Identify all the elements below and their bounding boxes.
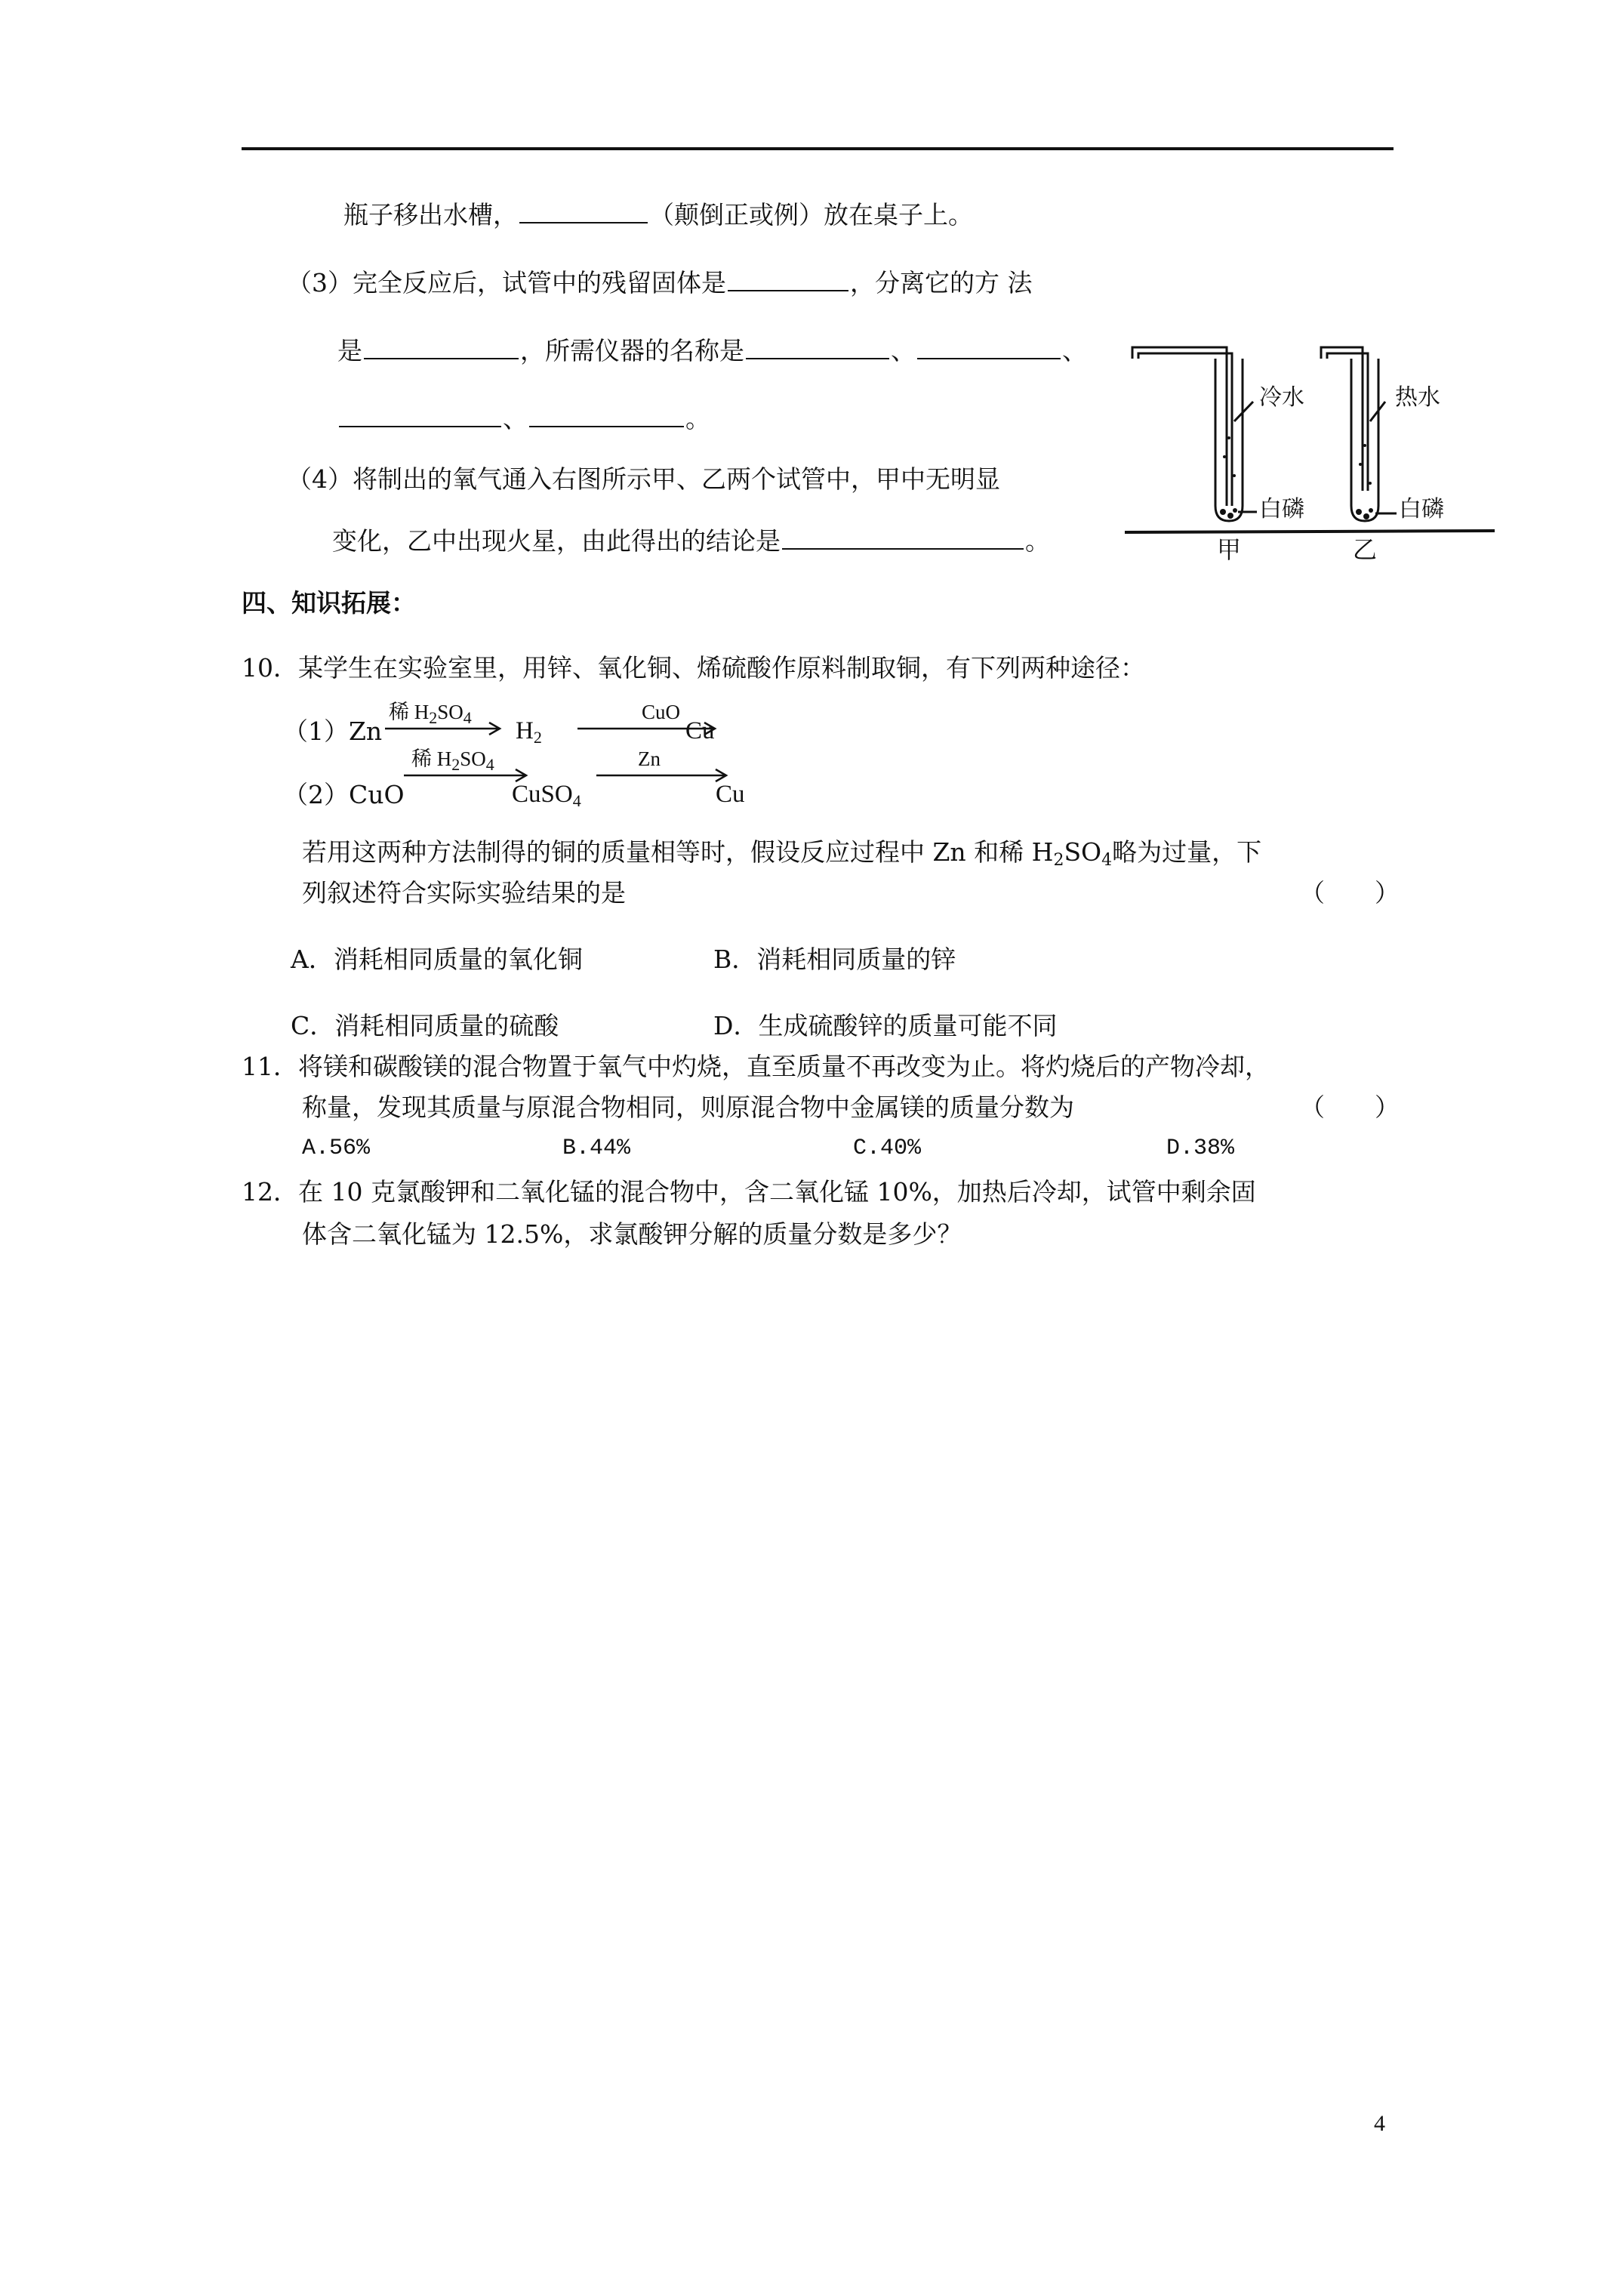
reaction2-arrow2-label: Zn	[638, 747, 661, 770]
reaction1-product: Cu	[685, 717, 715, 744]
label-white-phosphorus-right: 白磷	[1399, 496, 1444, 522]
q9-part4-line1: （4）将制出的氧气通入右图所示甲、乙两个试管中，甲中无明显	[287, 464, 1000, 494]
condition-text: 略为过量，下	[1112, 837, 1262, 867]
separator: 、	[503, 404, 528, 433]
q9-part4-text-b: 变化，乙中出现火星，由此得出的结论是	[332, 526, 781, 556]
q12-line1: 12．在 10 克氯酸钾和二氧化锰的混合物中，含二氧化锰 10%，加热后冷却，试管中剩余固	[242, 1177, 1256, 1207]
q9-part3-line3	[337, 406, 710, 431]
reaction1-arrow1	[385, 721, 506, 736]
q9-part3-text-b: ，分离它的方 法	[850, 268, 1033, 297]
formula-text: H	[516, 717, 534, 744]
subscript: 2	[1053, 851, 1064, 870]
section-heading: 四、知识拓展：	[242, 588, 416, 618]
table-surface	[1125, 531, 1495, 532]
q11-option-b[interactable]: B.44%	[562, 1136, 631, 1161]
q9-line1	[343, 200, 973, 230]
label-hot-water: 热水	[1395, 384, 1440, 411]
answer-blank[interactable]	[364, 357, 519, 359]
left-delivery-tube	[1132, 347, 1227, 506]
q11-answer-paren[interactable]: （ ）	[1300, 1093, 1400, 1122]
reaction2-arrow2	[596, 768, 732, 783]
reaction2-start: （2）CuO	[283, 780, 405, 809]
q9-part3-text-a: （3）完全反应后，试管中的残留固体是	[287, 268, 726, 297]
reaction2-product: Cu	[716, 781, 745, 808]
reaction1-start: （1）Zn	[283, 717, 383, 746]
q10-answer-paren[interactable]: （ ）	[1300, 878, 1400, 908]
subscript: 2	[429, 708, 438, 727]
q10-option-b[interactable]: B．消耗相同质量的锌	[713, 945, 956, 974]
subscript: 4	[485, 755, 494, 774]
answer-blank[interactable]	[728, 289, 848, 291]
answer-blank[interactable]	[529, 425, 684, 427]
q9-part3-line1	[287, 270, 1033, 295]
q10-stem: 10．某学生在实验室里，用锌、氧化铜、烯硫酸作原料制取铜，有下列两种途径：	[242, 653, 1145, 683]
subscript: 4	[1101, 851, 1113, 870]
q9-part4-line2	[332, 526, 1050, 556]
label-white-phosphorus-left: 白磷	[1259, 496, 1304, 522]
q10-option-a[interactable]: A．消耗相同质量的氧化铜	[291, 945, 583, 974]
page-number: 4	[1374, 2111, 1385, 2136]
right-test-tube	[1351, 359, 1378, 521]
q9-line1-text-b: （颠倒正或例）放在桌子上。	[649, 200, 973, 230]
answer-blank[interactable]	[339, 425, 501, 427]
reaction1-arrow2-label: CuO	[642, 701, 681, 723]
q10-condition-line2: 列叙述符合实际实验结果的是	[302, 878, 626, 908]
label-cold-water: 冷水	[1259, 384, 1304, 411]
q12-line2: 体含二氧化锰为 12.5%，求氯酸钾分解的质量分数是多少？	[302, 1219, 962, 1249]
right-delivery-tube	[1321, 347, 1363, 491]
q11-option-c[interactable]: C.40%	[853, 1136, 922, 1161]
q10-condition-line1	[302, 837, 1262, 870]
arrow-label-text: 稀 H	[389, 701, 430, 723]
label-tube-jia: 甲	[1217, 535, 1242, 564]
formula-text: CuSO	[512, 781, 573, 808]
subscript: 4	[572, 791, 581, 810]
q11-option-d[interactable]: D.38%	[1166, 1136, 1235, 1161]
arrow-label-text: SO	[437, 701, 463, 723]
answer-blank[interactable]	[782, 547, 1024, 550]
reaction2-arrow1-label	[411, 747, 494, 774]
period: 。	[1025, 526, 1050, 556]
q9-part3-text-d: ，所需仪器的名称是	[520, 336, 744, 365]
q11-line1: 11．将镁和碳酸镁的混合物置于氧气中灼烧，直至质量不再改变为止。将灼烧后的产物冷却，	[242, 1052, 1270, 1081]
subscript: 2	[533, 728, 542, 747]
reaction2-intermediate	[512, 781, 581, 810]
condition-text: SO	[1064, 837, 1102, 867]
separator: 、	[891, 336, 916, 365]
condition-text: 若用这两种方法制得的铜的质量相等时，假设反应过程中 Zn 和稀 H	[302, 837, 1054, 867]
q11-line2: 称量，发现其质量与原混合物相同，则原混合物中金属镁的质量分数为	[302, 1093, 1074, 1122]
separator: 、	[1062, 336, 1087, 365]
arrow-label-text: SO	[460, 747, 486, 770]
subscript: 4	[463, 708, 472, 727]
q9-part3-text-c: 是	[337, 336, 362, 365]
header-rule	[242, 147, 1394, 150]
q9-part3-line2	[337, 338, 1087, 363]
left-test-tube	[1215, 359, 1243, 521]
test-tube-figure	[1125, 332, 1502, 581]
q10-option-c[interactable]: C．消耗相同质量的硫酸	[291, 1011, 559, 1040]
q11-option-a[interactable]: A.56%	[302, 1136, 371, 1161]
q9-line1-text-a: 瓶子移出水槽，	[343, 200, 518, 230]
answer-blank[interactable]	[519, 221, 648, 223]
arrow-label-text: 稀 H	[411, 747, 452, 770]
answer-blank[interactable]	[917, 357, 1061, 359]
reaction1-arrow1-label	[389, 701, 472, 727]
subscript: 2	[451, 755, 460, 774]
q10-option-d[interactable]: D．生成硫酸锌的质量可能不同	[713, 1011, 1058, 1040]
label-tube-yi: 乙	[1353, 535, 1378, 564]
answer-blank[interactable]	[746, 357, 889, 359]
period: 。	[685, 404, 710, 433]
reaction1-intermediate	[516, 717, 542, 747]
